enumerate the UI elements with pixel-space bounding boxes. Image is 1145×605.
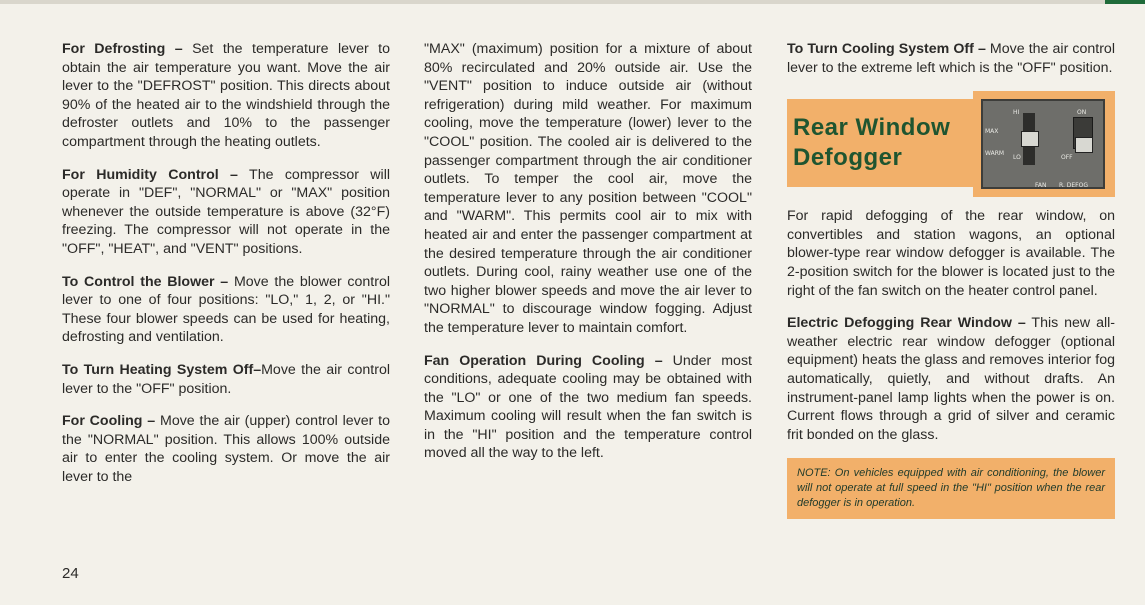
body-cooling: Move the air (upper) control lever to the "NORMAL" position. This allows 100% outside air to enter the cooling system. Or move the air lever to the bbox=[62, 413, 390, 485]
heading-cooling: For Cooling – bbox=[62, 413, 156, 430]
label-warm: WARM bbox=[985, 150, 1005, 158]
heading-electric-defogging: Electric Defogging Rear Window – bbox=[787, 315, 1026, 332]
column-right bbox=[787, 40, 1115, 519]
green-corner-tab bbox=[1105, 0, 1145, 4]
heading-blower: To Control the Blower – bbox=[62, 273, 229, 290]
body-heating-off: Move the air control lever to the "OFF" position. bbox=[62, 361, 390, 397]
defog-switch-knob bbox=[1075, 137, 1093, 153]
section-title-rear-window-defogger bbox=[787, 99, 973, 187]
paragraph-defrosting bbox=[62, 40, 390, 152]
body-blower: Move the blower control lever to one of four positions: "LO," 1, 2, or "HI." These four blower speeds can be used for heating, defrosting and ventilation. bbox=[62, 273, 391, 346]
paragraph-rear-defogger bbox=[787, 207, 1115, 300]
paragraph-fan-operation bbox=[424, 352, 752, 464]
paragraph-heating-off bbox=[62, 361, 390, 398]
paragraph-cooling-off bbox=[787, 40, 1115, 77]
page-number: 24 bbox=[62, 565, 79, 582]
heading-humidity: For Humidity Control – bbox=[62, 166, 238, 183]
section-title-line2: Defogger bbox=[793, 144, 903, 172]
label-fan: FAN bbox=[1035, 182, 1047, 190]
heater-control-panel-photo bbox=[973, 91, 1115, 197]
heading-heating-off: To Turn Heating System Off– bbox=[62, 361, 262, 378]
paragraph-blower bbox=[62, 273, 390, 347]
heading-cooling-off: To Turn Cooling System Off – bbox=[787, 41, 986, 57]
fan-lever-knob bbox=[1021, 131, 1039, 147]
heading-defrosting: For Defrosting – bbox=[62, 41, 183, 57]
paragraph-humidity bbox=[62, 166, 390, 259]
column-middle bbox=[424, 40, 752, 477]
body-rear-defogger: For rapid defogging of the rear window, on convertibles and station wagons, an optional blower-type rear window defogger is available. The 2-position switch for the blower is located just to the right of the fan switch on the heater control panel. bbox=[787, 208, 1115, 299]
rear-window-defogger-header bbox=[787, 91, 1115, 203]
body-fan-operation: Under most conditions, adequate cooling may be obtained with the "LO" or one of the two medium fan speeds. Maximum cooling will result when the fan switch is in the "HI" position and the temperature control moved all the way to the left. bbox=[424, 352, 752, 462]
label-lo: LO bbox=[1013, 154, 1021, 162]
paragraph-electric-defogging bbox=[787, 314, 1115, 444]
body-humidity: The compressor will operate in "DEF", "NORMAL" or "MAX" position whenever the outside temperature is above (32°F) freezing. The compressor will not operate in the "OFF", "HEAT", and "VENT" positions. bbox=[62, 166, 390, 257]
note-box: NOTE: On vehicles equipped with air conditioning, the blower will not operate at full speed in the "HI" position when the rear defogger is in operation. bbox=[787, 458, 1115, 519]
label-hi: HI bbox=[1013, 109, 1020, 117]
label-on: ON bbox=[1077, 109, 1087, 117]
heading-fan-operation: Fan Operation During Cooling – bbox=[424, 352, 663, 369]
body-cooling-continued: "MAX" (maximum) position for a mixture of about 80% recirculated and 20% outside air. Use the "VENT" position to induce outside air (without refrigeration) during mild weather. For maximum cooling, move the temperature (lower) lever to the "COOL" position. The cooled air is delivered to the passenger compartment through the air conditioner outlets. To temper the cool air, move the temperature lever to any position between "COOL" and "WARM". This permits cool air to mix with heated air and enter the passenger compartment at the desired temperature through the air conditioner outlets. During cool, rainy weather use one of the two higher blower speeds and move the air lever to "NORMAL" to discourage window fogging. Adjust the temperature lever to maintain comfort. bbox=[424, 41, 752, 336]
label-r-defog: R. DEFOG bbox=[1059, 182, 1089, 190]
body-defrosting: Set the temperature lever to obtain the air temperature you want. Move the air lever to the "DEFROST" position. This directs about 90% of the heated air to the windshield through the defroster outlets and 10% to the passenger compartment through the heating outlets. bbox=[62, 41, 390, 150]
column-left bbox=[62, 40, 390, 500]
body-electric-defogging: This new all-weather electric rear window defogger (optional equipment) heats the glass and removes interior fog automatically, quietly, and without drafts. An instrument-panel lamp lights when the power is on. Current flows through a grid of silver and ceramic frit bonded on the glass. bbox=[787, 315, 1115, 443]
label-max: MAX bbox=[985, 128, 999, 136]
page-top-edge bbox=[0, 0, 1145, 4]
control-panel-illustration bbox=[981, 99, 1105, 189]
paragraph-cooling-continued bbox=[424, 40, 752, 338]
body-cooling-off: Move the air control lever to the extreme left which is the "OFF" position. bbox=[787, 41, 1115, 76]
label-off: OFF bbox=[1061, 154, 1073, 162]
section-title-line1: Rear Window bbox=[793, 114, 951, 142]
paragraph-cooling bbox=[62, 412, 390, 486]
